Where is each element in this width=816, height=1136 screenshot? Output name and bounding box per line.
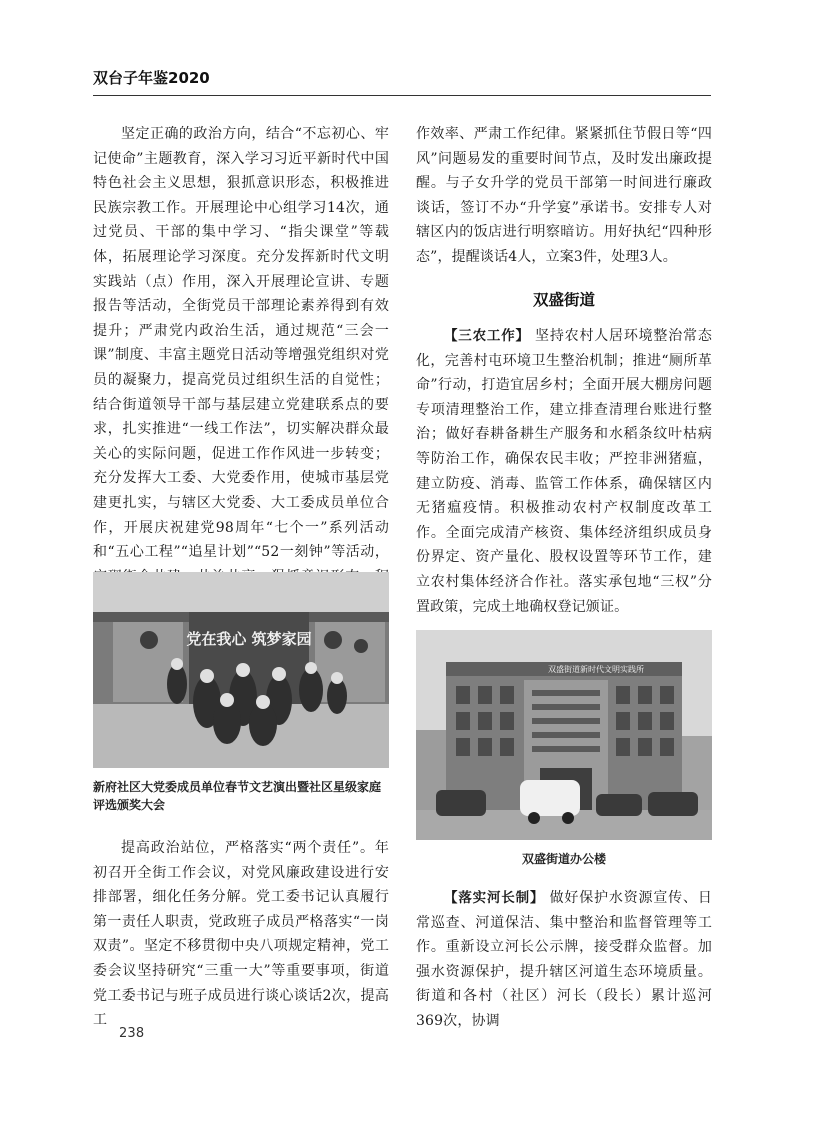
caption-office-building: 双盛街道办公楼 [521,852,606,866]
agriculture-text: 坚持农村人居环境整治常态化，完善村屯环境卫生整治机制；推进“厕所革命”行动，打造宜居乡村；全面开展大棚房问题专项清理整治工作，建立排查清理台账进行整治；做好春耕备耕生产服务和水稻条纹叶枯病等防治工作，确保农民丰收；严控非洲猪瘟，建立防疫、消毒、监管工作体系，确保辖区内无猪瘟疫情。积极推动农村产权制度改革工作。全面完成清产核资、集体经济组织成员身份界定、资产量化、股权设置等环节工作，建立农村集体经济合作社。落实承包地“三权”分置政策，完成土地确权登记颁证。 [416,328,712,615]
building-photo-drawing [416,630,712,840]
figure-community-performance [93,572,389,814]
photo-office-building [416,630,712,840]
header-rule [93,95,711,96]
page-number: 238 [119,1026,145,1041]
river-chief-text: 做好保护水资源宣传、日常巡查、河道保洁、集中整治和监督管理等工作。重新设立河长公示牌，接受群众监督。加强水资源保护，提升辖区河道生态环境质量。街道和各村（社区）河长（段长）累计巡河369次，协调 [416,890,712,1029]
river-chief-tag: 【落实河长制】 [444,890,545,906]
right-paragraph-1: 作效率、严肃工作纪律。紧紧抓住节假日等“四风”问题易发的重要时间节点，及时发出廉政提醒。与子女升学的党员干部第一时间进行廉政谈话，签订不办“升学宴”承诺书。安排专人对辖区内的饭店进行明察暗访。用好执纪“四种形态”，提醒谈话4人，立案3件，处理3人。 [416,126,712,265]
figure-office-building [416,630,712,868]
right-paragraph-river-chief [416,886,712,1056]
photo-community-performance [93,572,389,768]
section-heading-shuangsheng: 双盛街道 [532,291,595,309]
right-column [416,122,712,1056]
running-header-title: 双台子年鉴2020 [93,69,210,87]
left-paragraph-1: 坚定正确的政治方向，结合“不忘初心、牢记使命”主题教育，深入学习习近平新时代中国特色社会主义思想，狠抓意识形态，积极推进民族宗教工作。开展理论中心组学习14次，通过党员、干部的集中学习、“指尖课堂”等载体，拓展理论学习深度。充分发挥新时代文明实践站（点）作用，深入开展理论宣讲、专题报告等活动，全街党员干部理论素养得到有效提升；严肃党内政治生活，通过规范“三会一课”制度、丰富主题党日活动等增强党组织对党员的凝聚力，提高党员过组织生活的自觉性；结合街道领导干部与基层建立党建联系点的要求，扎实推进“一线工作法”，切实解决群众最关心的实际问题，促进工作作风进一步转变；充分发挥大工委、大党委作用，使城市基层党建更扎实，与辖区大党委、大工委成员单位合作，开展庆祝建党98周年“七个一”系列活动和“五心工程”“追星计划”“52一刻钟”等活动， [93,126,389,561]
caption-community-performance: 新府社区大党委成员单位春节文艺演出暨社区星级家庭评选颁奖大会 [93,780,382,812]
performance-banner-text: 党在我心 筑梦家园 [186,630,312,648]
building-sign-text: 双盛街道新时代文明实践所 [548,665,644,674]
agriculture-tag: 【三农工作】 [444,328,530,344]
right-paragraph-agriculture [416,324,712,616]
performance-photo-drawing [93,572,389,768]
left-paragraph-2: 提高政治站位，严格落实“两个责任”。年初召开全街工作会议，对党风廉政建设进行安排部署，细化任务分解。党工委书记认真履行第一责任人职责，党政班子成员严格落实“一岗双责”。坚定不移贯彻中央八项规定精神，党工委会议坚持研究“三重一大”等重要事项，街道党工委书记与班子成员进行谈心谈话2次，提高工 [93,840,389,1029]
left-column [93,122,389,1136]
